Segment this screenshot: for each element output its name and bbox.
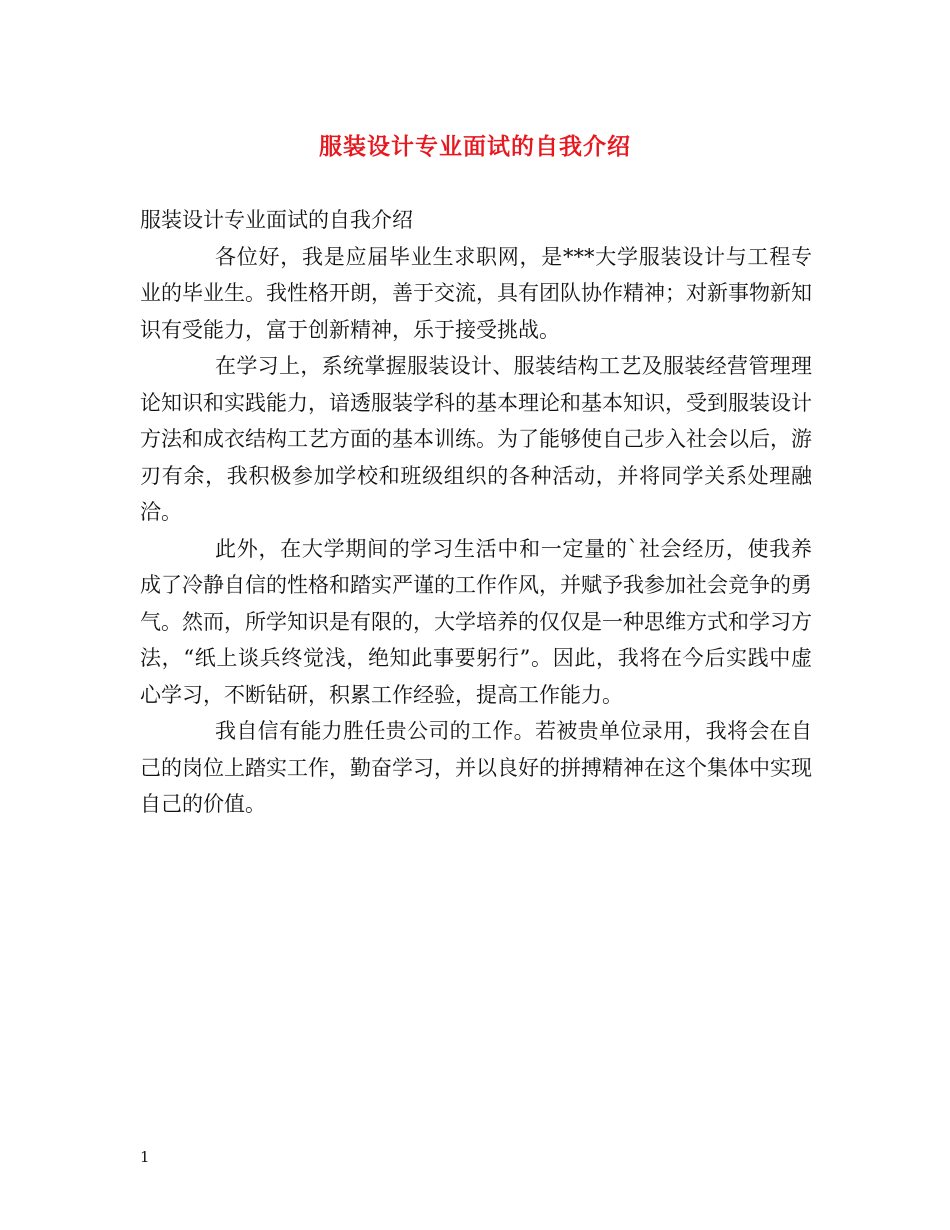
paragraph-study: 在学习上，系统掌握服装设计、服装结构工艺及服装经营管理理论知识和实践能力，谙透服装学科的基本理论和基本知识，受到服装设计方法和成衣结构工艺方面的基本训练。为了能够使自己步入社会以后，游刃有余，我积极参加学校和班级组织的各种活动，并将同学关系处理融洽。 (140, 354, 812, 524)
document-subtitle: 服装设计专业面试的自我介绍 (140, 208, 413, 232)
paragraph-intro: 各位好，我是应届毕业生求职网，是***大学服装设计与工程专业的毕业生。我性格开朗，善于交流，具有团队协作精神；对新事物新知识有受能力，富于创新精神，乐于接受挑战。 (140, 244, 812, 342)
document-body (140, 202, 812, 823)
paragraph-closing: 我自信有能力胜任贵公司的工作。若被贵单位录用，我将会在自己的岗位上踏实工作，勤奋学习，并以良好的拼搏精神在这个集体中实现自己的价值。 (140, 719, 812, 816)
document-title: 服装设计专业面试的自我介绍 (319, 133, 631, 160)
page-number: 1 (140, 1148, 150, 1166)
paragraph-experience: 此外，在大学期间的学习生活中和一定量的`社会经历，使我养成了冷静自信的性格和踏实严谨的工作作风，并赋予我参加社会竞争的勇气。然而，所学知识是有限的，大学培养的仅仅是一种思维方式和学习方法，“纸上谈兵终觉浅，绝知此事要躬行”。因此，我将在今后实践中虚心学习，不断钻研，积累工作经验，提高工作能力。 (140, 536, 812, 707)
